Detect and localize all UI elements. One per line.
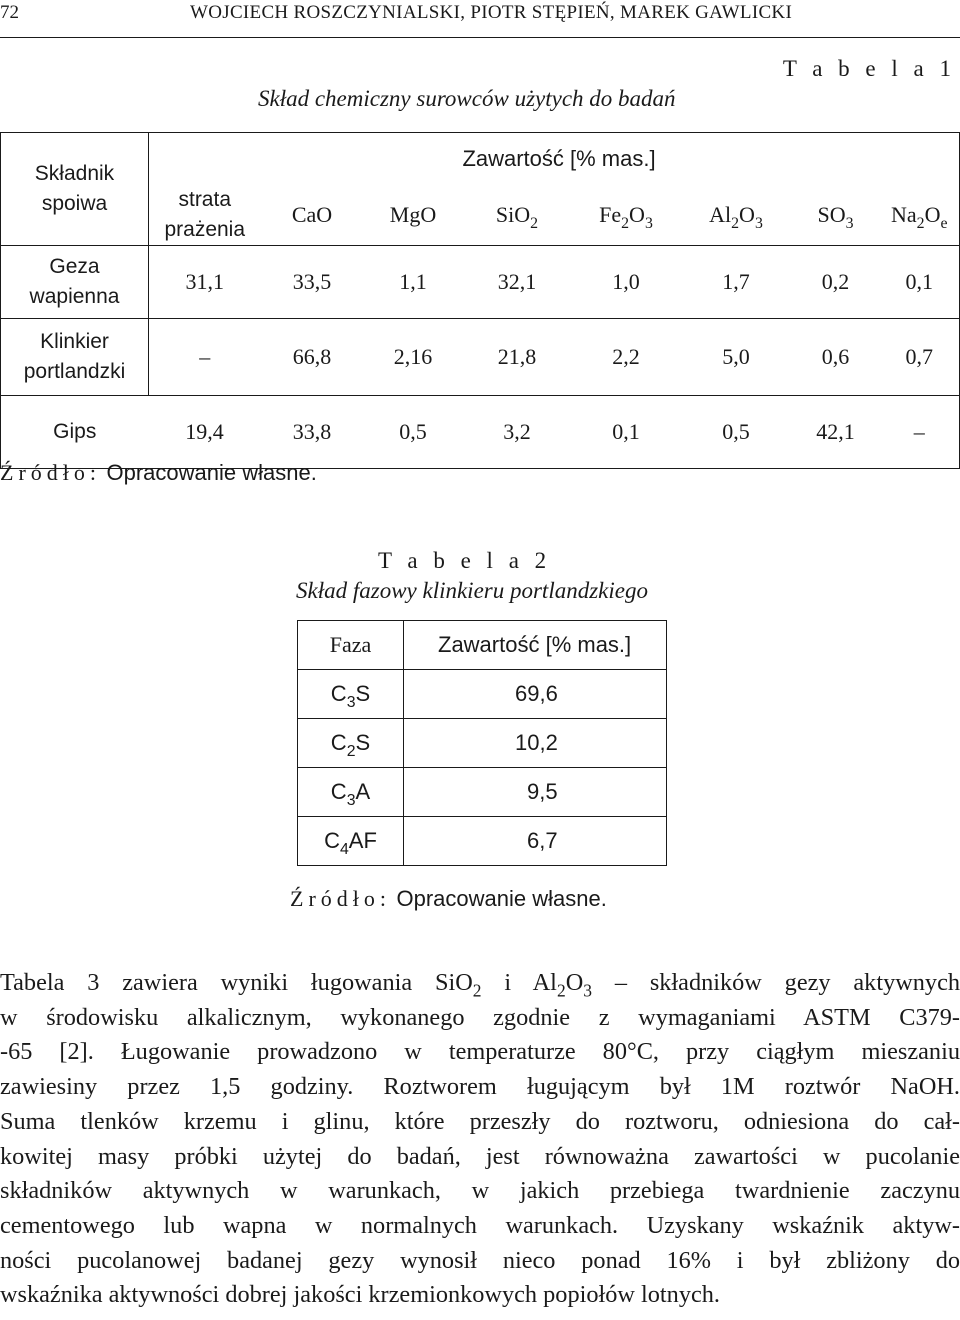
phase-cell: $C_3S$ [298, 670, 404, 719]
strata-line1: strata [178, 188, 232, 211]
table2-row [298, 670, 667, 719]
phase-cell: $C_2S$ [298, 719, 404, 768]
paragraph-line: Tabela 3 zawiera wyniki ługowania SiO$_2$ i $Al_2O_3$ – składników gezy aktywnych [0, 969, 960, 1001]
paragraph-line: zawiesiny przez 1,5 godziny. Roztworem ługującym był 1M roztwór NaOH. [0, 1073, 960, 1101]
corner-header-line1: Składnik [34, 162, 115, 185]
value-cell: 9,5 [404, 768, 667, 817]
table-cell: 33,8 [261, 396, 364, 469]
table-cell: 1,7 [681, 246, 792, 319]
table2-label: T a b e l a 2 [378, 548, 552, 573]
table2-caption: Skład fazowy klinkieru portlandzkiego [296, 578, 648, 603]
paragraph-line: -65 [2]. Ługowanie prowadzono w temperaturze 80°C, przy ciągłym mieszaniu [0, 1038, 960, 1066]
col-cao: CaO [261, 185, 364, 246]
table-cell: 0,5 [681, 396, 792, 469]
table-cell: 33,5 [261, 246, 364, 319]
table1 [0, 132, 960, 469]
table-cell: 32,1 [463, 246, 572, 319]
table2-source [290, 886, 607, 912]
table1-row-gips [1, 396, 960, 469]
paragraph-line: składników aktywnych w warunkach, w jakich przebiega twardnienie zaczynu [0, 1177, 960, 1205]
table2-row [298, 817, 667, 866]
table-cell: 0,7 [880, 319, 960, 396]
page-number: 72 [0, 2, 19, 23]
table-cell: 66,8 [261, 319, 364, 396]
col-faza: Faza [298, 621, 404, 670]
table-cell: 2,16 [364, 319, 463, 396]
phase-cell: $C_3A$ [298, 768, 404, 817]
table-cell: 5,0 [681, 319, 792, 396]
phase-cell: $C_4AF$ [298, 817, 404, 866]
table2 [297, 620, 667, 866]
table-cell: – [880, 396, 960, 469]
source-label: Źródło: [290, 886, 391, 911]
col-strata-prazenia [149, 185, 261, 246]
row-name: Klinkier portlandzki [1, 319, 149, 396]
table-cell: 0,1 [572, 396, 681, 469]
table1-group-header [149, 133, 960, 186]
col-mgo: MgO [364, 185, 463, 246]
paragraph-line: ności pucolanowej badanej gezy wynosił nieco ponad 16% i był zbliżony do [0, 1246, 960, 1274]
table-cell: 42,1 [792, 396, 880, 469]
col-zawartosc: Zawartość [% mas.] [404, 621, 667, 670]
col-so3: $SO_3$ [792, 185, 880, 246]
paragraph-line: w środowisku alkalicznym, wykonanego zgodnie z wymaganiami ASTM C379- [0, 1003, 960, 1031]
header-rule [0, 37, 960, 38]
table1-label: T a b e l a 1 [782, 56, 956, 81]
table1-corner-header [1, 133, 149, 246]
table-cell: 1,1 [364, 246, 463, 319]
col-sio2: SiO$_2$ [463, 185, 572, 246]
paragraph-line: Suma tlenków krzemu i glinu, które przeszły do roztworu, odniesiona do cał- [0, 1107, 960, 1135]
table-cell: 2,2 [572, 319, 681, 396]
table-cell: 19,4 [149, 396, 261, 469]
col-al2o3: $Al_2O_3$ [681, 185, 792, 246]
paragraph-line: cementowego lub wapna w normalnych warunkach. Uzyskany wskaźnik aktyw- [0, 1211, 960, 1239]
table1-caption: Skład chemiczny surowców użytych do badań [258, 86, 676, 111]
strata-line2: prażenia [164, 218, 246, 241]
table2-row [298, 719, 667, 768]
table-cell: 0,2 [792, 246, 880, 319]
row-name: Gips [1, 396, 149, 469]
table-cell: 21,8 [463, 319, 572, 396]
paragraph-line: kowitej masy próbki użytej do badań, jest równoważna zawartości w pucolanie [0, 1142, 960, 1170]
paragraph-line: wskaźnika aktywności dobrej jakości krzemionkowych popiołów lotnych. [0, 1281, 720, 1309]
table-cell: 0,5 [364, 396, 463, 469]
table-cell: 3,2 [463, 396, 572, 469]
table1-row-geza [1, 246, 960, 319]
table1-source [0, 460, 317, 486]
table-cell: 0,6 [792, 319, 880, 396]
running-header-authors: WOJCIECH ROSZCZYNIALSKI, PIOTR STĘPIEŃ, MAREK GAWLICKI [190, 2, 793, 23]
table-cell: 31,1 [149, 246, 261, 319]
value-cell: 69,6 [404, 670, 667, 719]
source-text: Opracowanie własne. [106, 460, 317, 485]
table-cell: – [149, 319, 261, 396]
value-cell: 10,2 [404, 719, 667, 768]
source-label: Źródło: [0, 460, 101, 485]
table2-row [298, 768, 667, 817]
table1-row-klinkier [1, 319, 960, 396]
col-fe2o3: $Fe_2O_3$ [572, 185, 681, 246]
table2-header-row [298, 621, 667, 670]
table1-header-row [1, 133, 960, 186]
value-cell: 6,7 [404, 817, 667, 866]
table-cell: 1,0 [572, 246, 681, 319]
row-name: Geza wapienna [1, 246, 149, 319]
corner-header-line2: spoiwa [41, 192, 108, 215]
source-text: Opracowanie własne. [396, 886, 607, 911]
body-paragraph [0, 966, 960, 1313]
col-na2oe: $Na_2O_e$ [880, 185, 960, 246]
table-cell: 0,1 [880, 246, 960, 319]
group-header-text: Zawartość [% mas.] [462, 146, 656, 171]
